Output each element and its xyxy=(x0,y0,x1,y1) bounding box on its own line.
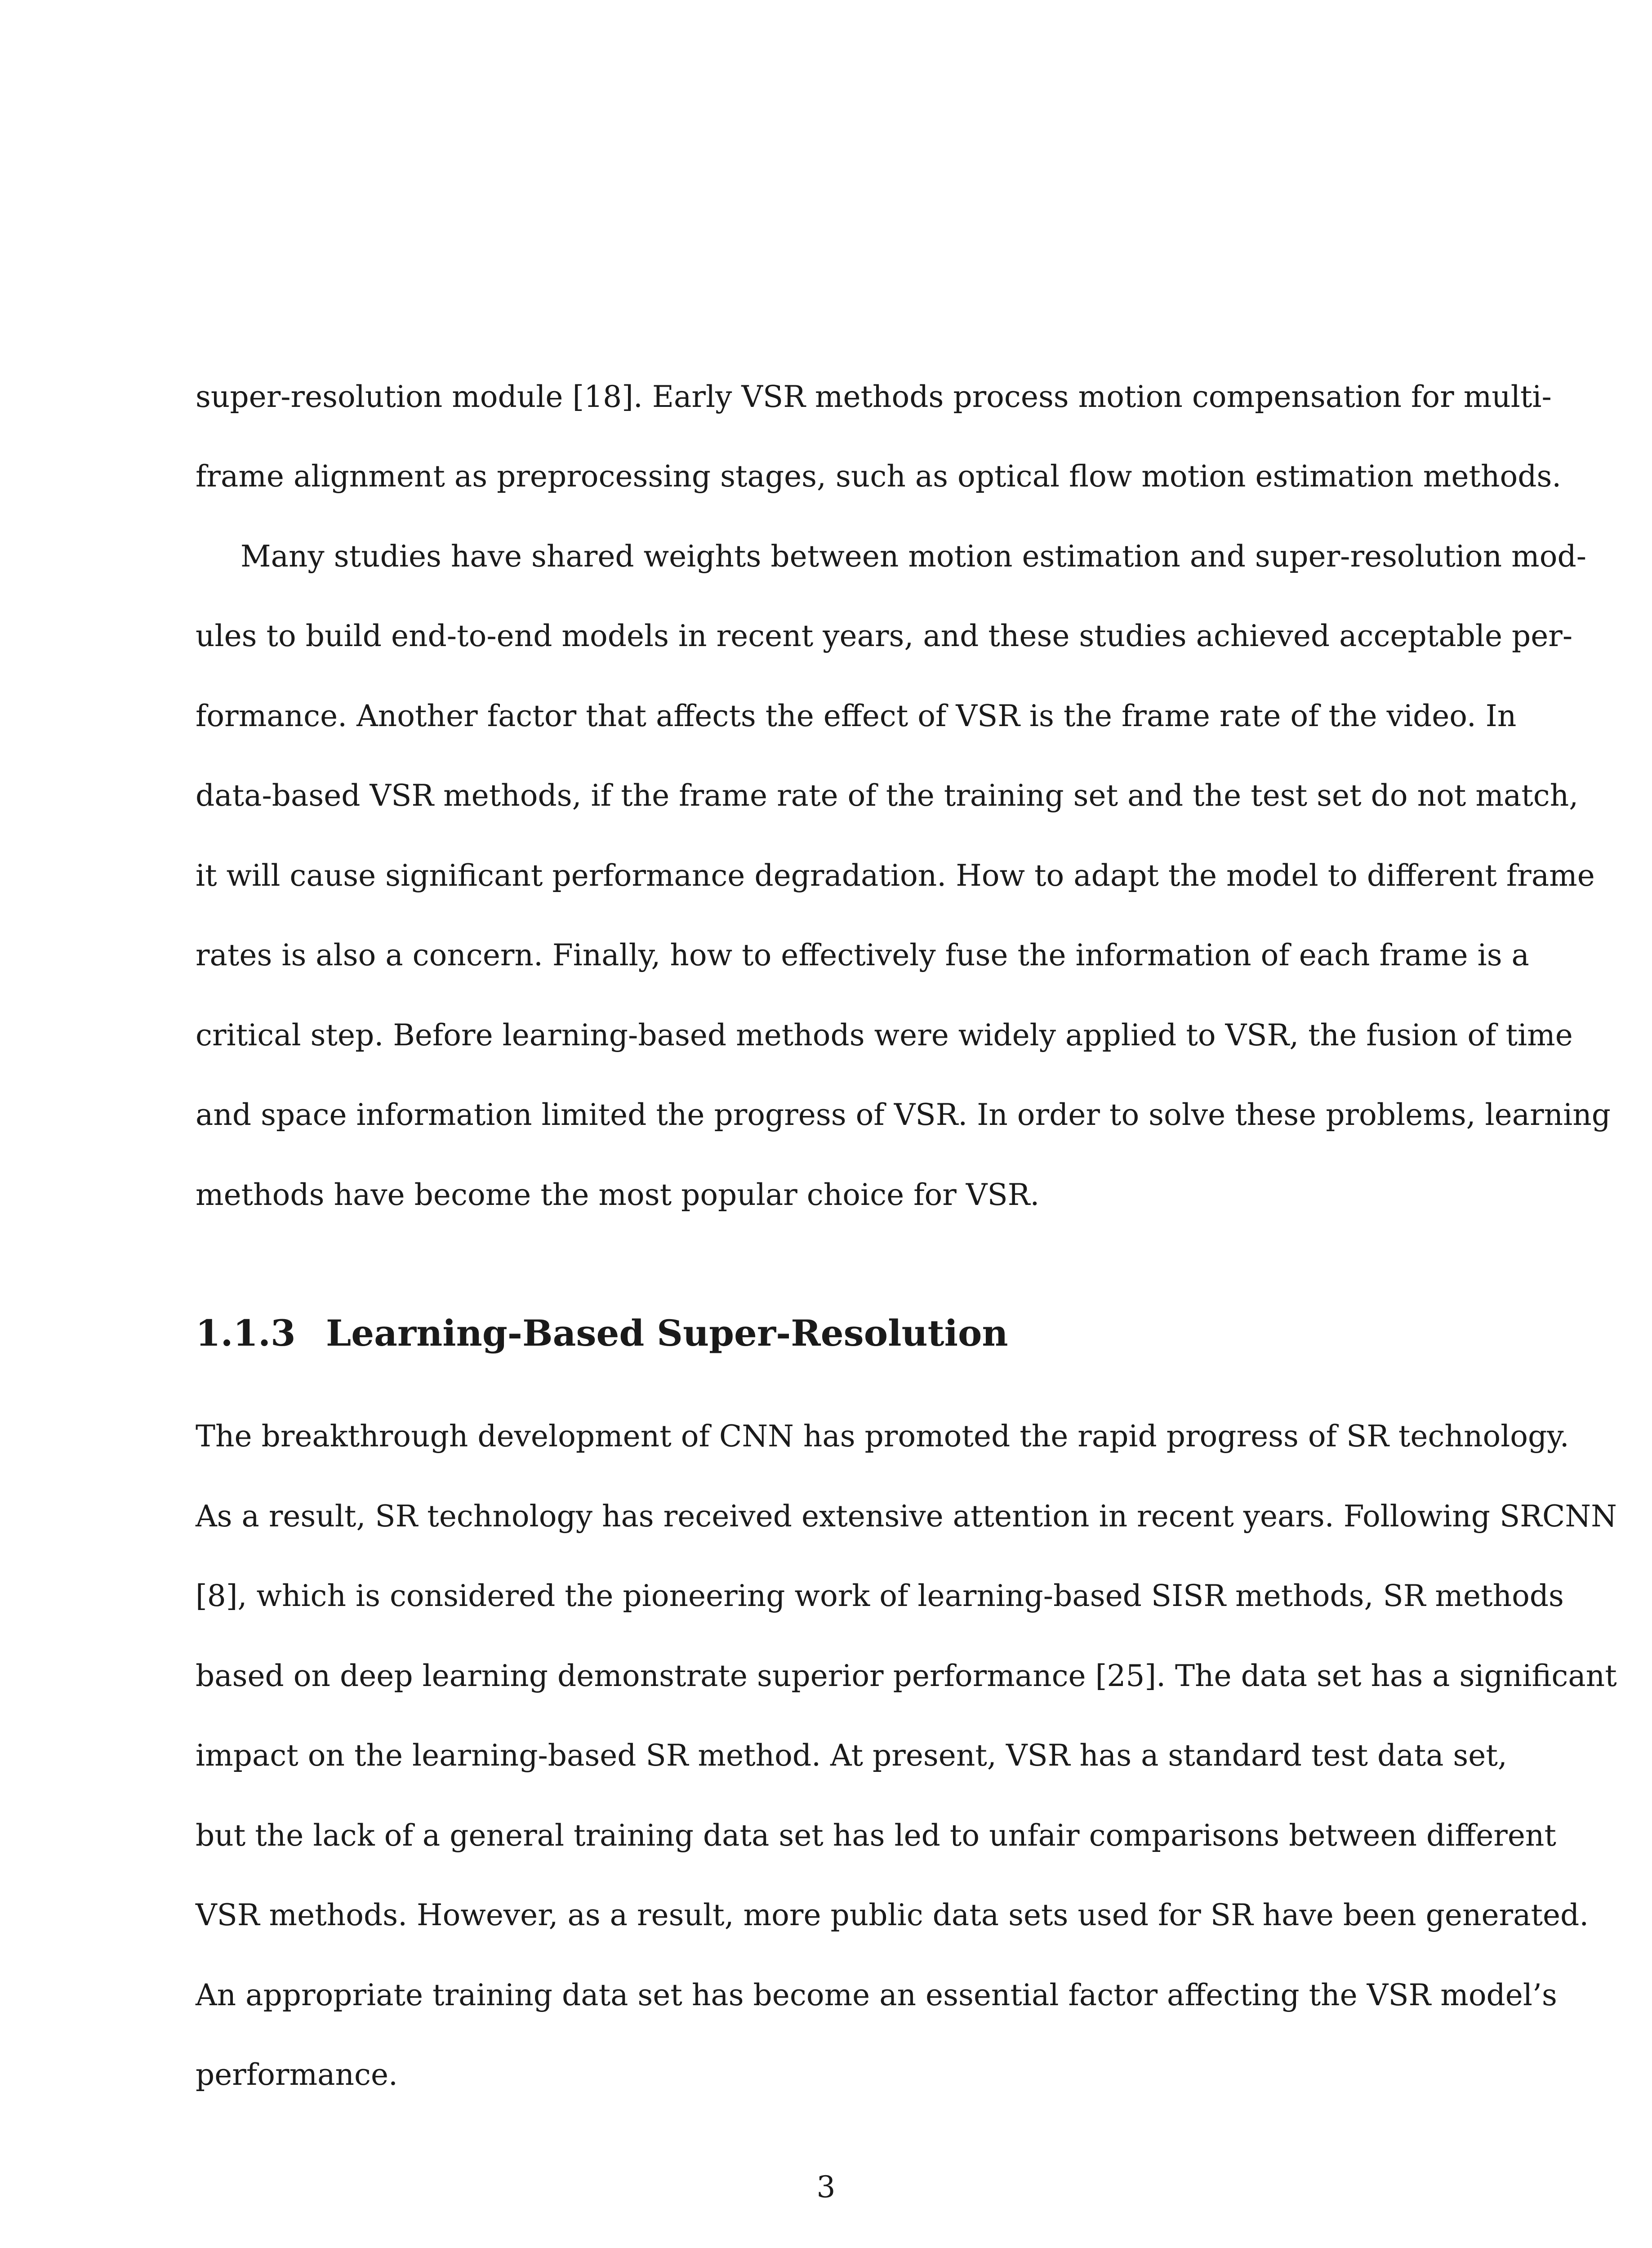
page-number: 3 xyxy=(816,2170,836,2204)
paragraph-line: based on deep learning demonstrate superior performance [25]. The data set has a significant xyxy=(196,1659,1617,1693)
paragraph-line: methods have become the most popular choice for VSR. xyxy=(196,1178,1040,1212)
paragraph-line: As a result, SR technology has received extensive attention in recent years. Following SRCNN xyxy=(196,1499,1617,1534)
paragraph-line: [8], which is considered the pioneering work of learning-based SISR methods, SR methods xyxy=(196,1579,1564,1613)
paragraph-line: An appropriate training data set has become an essential factor affecting the VSR model’s xyxy=(196,1978,1557,2012)
paragraph-line: The breakthrough development of CNN has promoted the rapid progress of SR technology. xyxy=(196,1419,1569,1454)
paragraph-line: data-based VSR methods, if the frame rate of the training set and the test set do not match, xyxy=(196,778,1579,813)
paragraph-line: and space information limited the progress of VSR. In order to solve these problems, learning xyxy=(196,1097,1611,1132)
paragraph-line: impact on the learning-based SR method. At present, VSR has a standard test data set, xyxy=(196,1738,1507,1773)
paragraph-line: Many studies have shared weights between motion estimation and super-resolution mod- xyxy=(240,539,1587,574)
section-title: Learning-Based Super-Resolution xyxy=(326,1312,1008,1354)
paragraph-line: ules to build end-to-end models in recent years, and these studies achieved acceptable per- xyxy=(196,619,1573,653)
paragraph-line: VSR methods. However, as a result, more public data sets used for SR have been generated. xyxy=(196,1898,1589,1932)
paragraph-line: but the lack of a general training data set has led to unfair comparisons between different xyxy=(196,1818,1556,1853)
paragraph-line: formance. Another factor that affects the effect of VSR is the frame rate of the video. In xyxy=(196,699,1517,733)
paragraph-line: frame alignment as preprocessing stages, such as optical flow motion estimation methods. xyxy=(196,459,1562,494)
paragraph-line: performance. xyxy=(196,2057,398,2092)
section-heading xyxy=(196,1311,1459,1356)
paragraph-line: critical step. Before learning-based methods were widely applied to VSR, the fusion of time xyxy=(196,1018,1573,1053)
section-number: 1.1.3 xyxy=(196,1312,296,1354)
paragraph-line: super-resolution module [18]. Early VSR methods process motion compensation for multi- xyxy=(196,379,1552,414)
paragraph-line: it will cause significant performance degradation. How to adapt the model to different frame xyxy=(196,858,1595,893)
paragraph-line: rates is also a concern. Finally, how to effectively fuse the information of each frame is a xyxy=(196,938,1529,972)
